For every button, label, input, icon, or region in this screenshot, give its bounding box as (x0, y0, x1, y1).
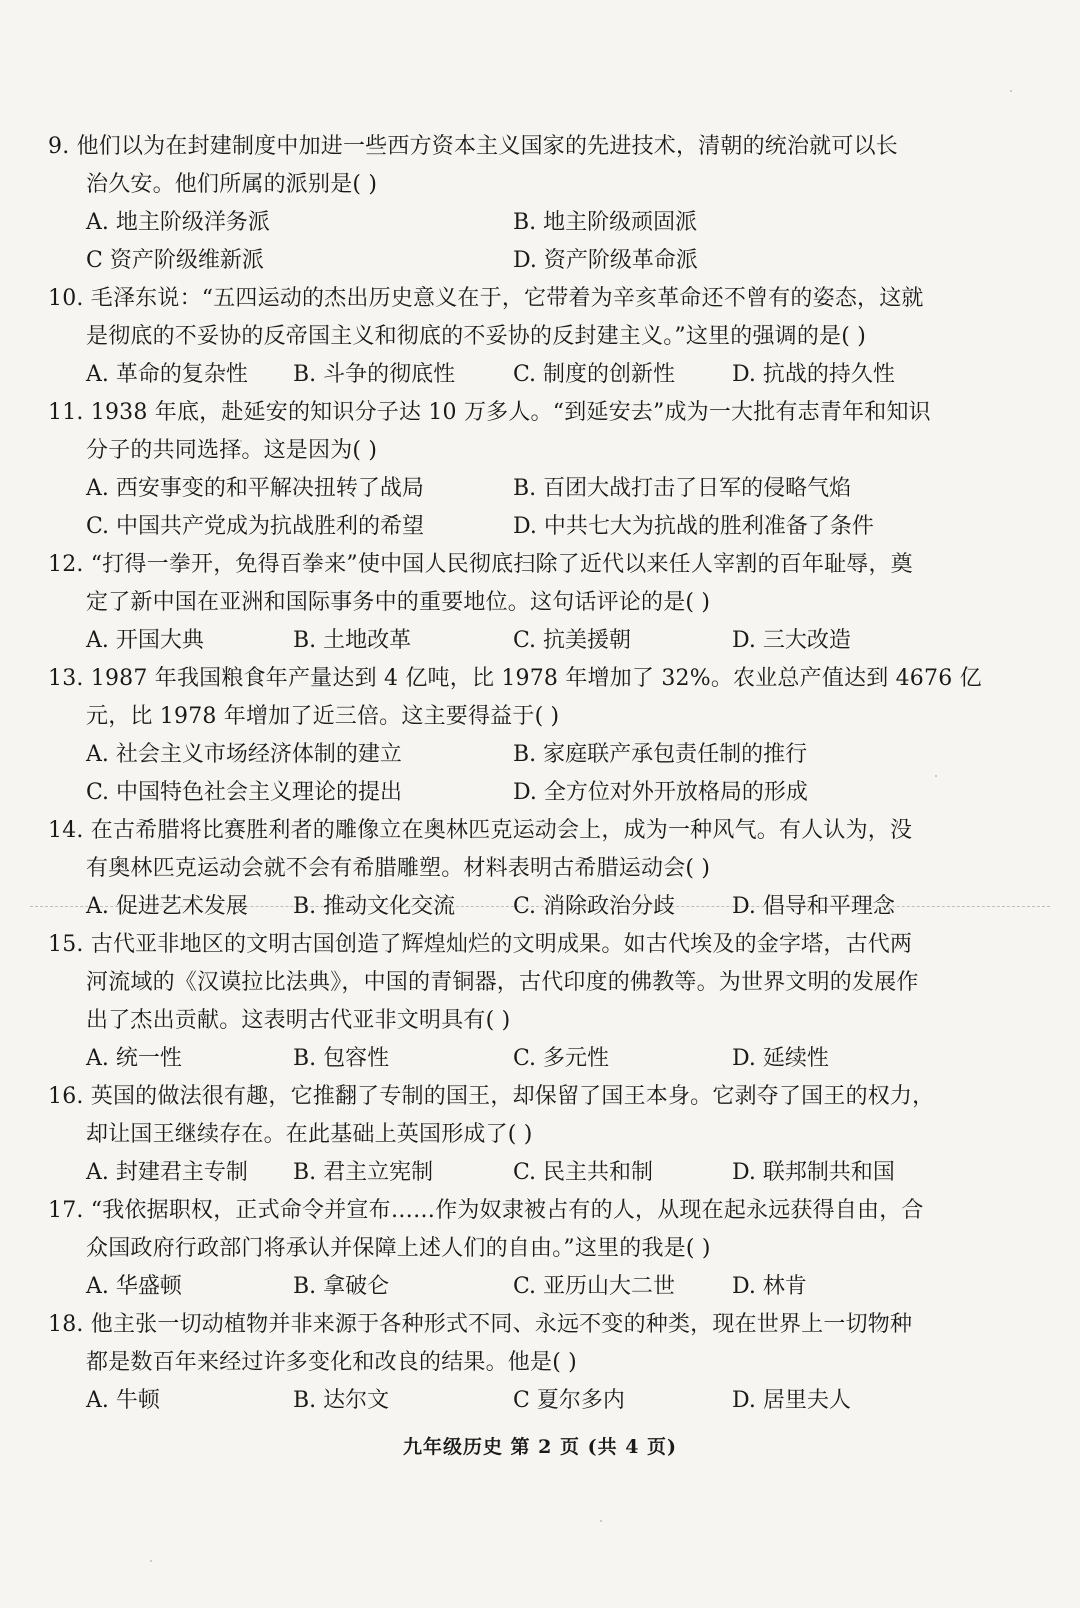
answer-options (48, 1040, 948, 1078)
question-18 (48, 1306, 948, 1420)
question-stem: 16. 英国的做法很有趣，它推翻了专制的国王，却保留了国王本身。它剥夺了国王的权力， (48, 1084, 935, 1109)
option-c: C. 消除政治分歧 (513, 894, 676, 919)
option-c: C. 制度的创新性 (513, 362, 676, 387)
option-b: B. 君主立宪制 (293, 1160, 434, 1185)
answer-options (48, 1268, 948, 1306)
question-16 (48, 1078, 948, 1192)
answer-options (48, 356, 948, 394)
option-b: B. 推动文化交流 (293, 894, 456, 919)
question-stem-continued: 出了杰出贡献。这表明古代亚非文明具有( ) (86, 1008, 511, 1033)
question-10 (48, 280, 948, 394)
option-a: A. 西安事变的和平解决扭转了战局 (86, 476, 424, 501)
answer-options (48, 736, 948, 812)
option-a: A. 社会主义市场经济体制的建立 (86, 742, 402, 767)
question-stem: 17. “我依据职权，正式命令并宣布……作为奴隶被占有的人，从现在起永远获得自由，合 (48, 1198, 924, 1223)
option-a: A. 革命的复杂性 (86, 362, 248, 387)
option-b: B. 家庭联产承包责任制的推行 (513, 742, 808, 767)
option-c: C. 中国共产党成为抗战胜利的希望 (86, 514, 425, 539)
option-d: D. 居里夫人 (732, 1388, 851, 1413)
option-b: B. 拿破仑 (293, 1274, 390, 1299)
option-c: C 夏尔多内 (513, 1388, 625, 1413)
option-c: C. 抗美援朝 (513, 628, 632, 653)
question-stem-continued: 有奥林匹克运动会就不会有希腊雕塑。材料表明古希腊运动会( ) (86, 856, 711, 881)
question-stem-continued: 众国政府行政部门将承认并保障上述人们的自由。”这里的我是( ) (86, 1236, 711, 1261)
question-stem-continued: 却让国王继续存在。在此基础上英国形成了( ) (86, 1122, 533, 1147)
question-14 (48, 812, 948, 926)
option-c: C. 多元性 (513, 1046, 610, 1071)
scan-speck (150, 1560, 152, 1562)
option-d: D. 资产阶级革命派 (513, 248, 698, 273)
option-a: A. 封建君主专制 (86, 1160, 248, 1185)
question-stem-continued: 元，比 1978 年增加了近三倍。这主要得益于( ) (86, 704, 560, 729)
option-a: A. 促进艺术发展 (86, 894, 248, 919)
question-9 (48, 128, 948, 280)
option-c: C. 亚历山大二世 (513, 1274, 676, 1299)
option-b: B. 百团大战打击了日军的侵略气焰 (513, 476, 852, 501)
option-d: D. 林肯 (732, 1274, 807, 1299)
option-c: C 资产阶级维新派 (86, 248, 264, 273)
option-a: A. 牛顿 (86, 1388, 160, 1413)
option-a: A. 地主阶级洋务派 (86, 210, 270, 235)
question-12 (48, 546, 948, 660)
option-a: A. 华盛顿 (86, 1274, 182, 1299)
option-d: D. 中共七大为抗战的胜利准备了条件 (513, 514, 874, 539)
answer-options (48, 470, 948, 546)
question-stem-continued: 治久安。他们所属的派别是( ) (86, 172, 378, 197)
answer-options (48, 1154, 948, 1192)
option-b: B. 包容性 (293, 1046, 390, 1071)
question-stem-continued: 分子的共同选择。这是因为( ) (86, 438, 378, 463)
option-d: D. 全方位对外开放格局的形成 (513, 780, 808, 805)
question-stem: 10. 毛泽东说：“五四运动的杰出历史意义在于，它带着为辛亥革命还不曾有的姿态，这就 (48, 286, 924, 311)
question-13 (48, 660, 982, 812)
option-b: B. 土地改革 (293, 628, 412, 653)
option-c: C. 民主共和制 (513, 1160, 654, 1185)
answer-options (48, 622, 948, 660)
option-b: B. 地主阶级顽固派 (513, 210, 698, 235)
answer-options (48, 888, 948, 926)
question-list (48, 128, 982, 1420)
option-d: D. 抗战的持久性 (732, 362, 895, 387)
question-stem: 9. 他们以为在封建制度中加进一些西方资本主义国家的先进技术，清朝的统治就可以长 (48, 134, 898, 159)
question-stem: 15. 古代亚非地区的文明古国创造了辉煌灿烂的文明成果。如古代埃及的金字塔，古代两 (48, 932, 913, 957)
option-d: D. 延续性 (732, 1046, 829, 1071)
page-footer: 九年级历史 第 2 页 (共 4 页) (402, 1436, 678, 1458)
option-b: B. 斗争的彻底性 (293, 362, 456, 387)
option-d: D. 倡导和平理念 (732, 894, 895, 919)
option-b: B. 达尔文 (293, 1388, 390, 1413)
answer-options (48, 1382, 948, 1420)
question-stem: 14. 在古希腊将比赛胜利者的雕像立在奥林匹克运动会上，成为一种风气。有人认为，没 (48, 818, 913, 843)
option-a: A. 统一性 (86, 1046, 182, 1071)
question-15 (48, 926, 948, 1078)
question-stem: 18. 他主张一切动植物并非来源于各种形式不同、永远不变的种类，现在世界上一切物种 (48, 1312, 913, 1337)
question-11 (48, 394, 948, 546)
option-c: C. 中国特色社会主义理论的提出 (86, 780, 403, 805)
option-d: D. 三大改造 (732, 628, 851, 653)
question-stem-continued: 都是数百年来经过许多变化和改良的结果。他是( ) (86, 1350, 577, 1375)
scan-speck (600, 1520, 602, 1522)
answer-options (48, 204, 948, 280)
question-stem-continued: 是彻底的不妥协的反帝国主义和彻底的不妥协的反封建主义。”这里的强调的是( ) (86, 324, 867, 349)
option-a: A. 开国大典 (86, 628, 204, 653)
question-stem: 12. “打得一拳开，免得百拳来”使中国人民彻底扫除了近代以来任人宰割的百年耻辱，奠 (48, 552, 913, 577)
question-stem-continued: 定了新中国在亚洲和国际事务中的重要地位。这句话评论的是( ) (86, 590, 711, 615)
question-stem-continued: 河流域的《汉谟拉比法典》，中国的青铜器，古代印度的佛教等。为世界文明的发展作 (86, 970, 919, 995)
question-stem: 13. 1987 年我国粮食年产量达到 4 亿吨，比 1978 年增加了 32%。农业总产值达到 4676 亿 (48, 666, 982, 691)
option-d: D. 联邦制共和国 (732, 1160, 895, 1185)
question-stem: 11. 1938 年底，赴延安的知识分子达 10 万多人。“到延安去”成为一大批有志青年和知识 (48, 400, 931, 425)
scan-speck (1010, 90, 1012, 92)
question-17 (48, 1192, 948, 1306)
